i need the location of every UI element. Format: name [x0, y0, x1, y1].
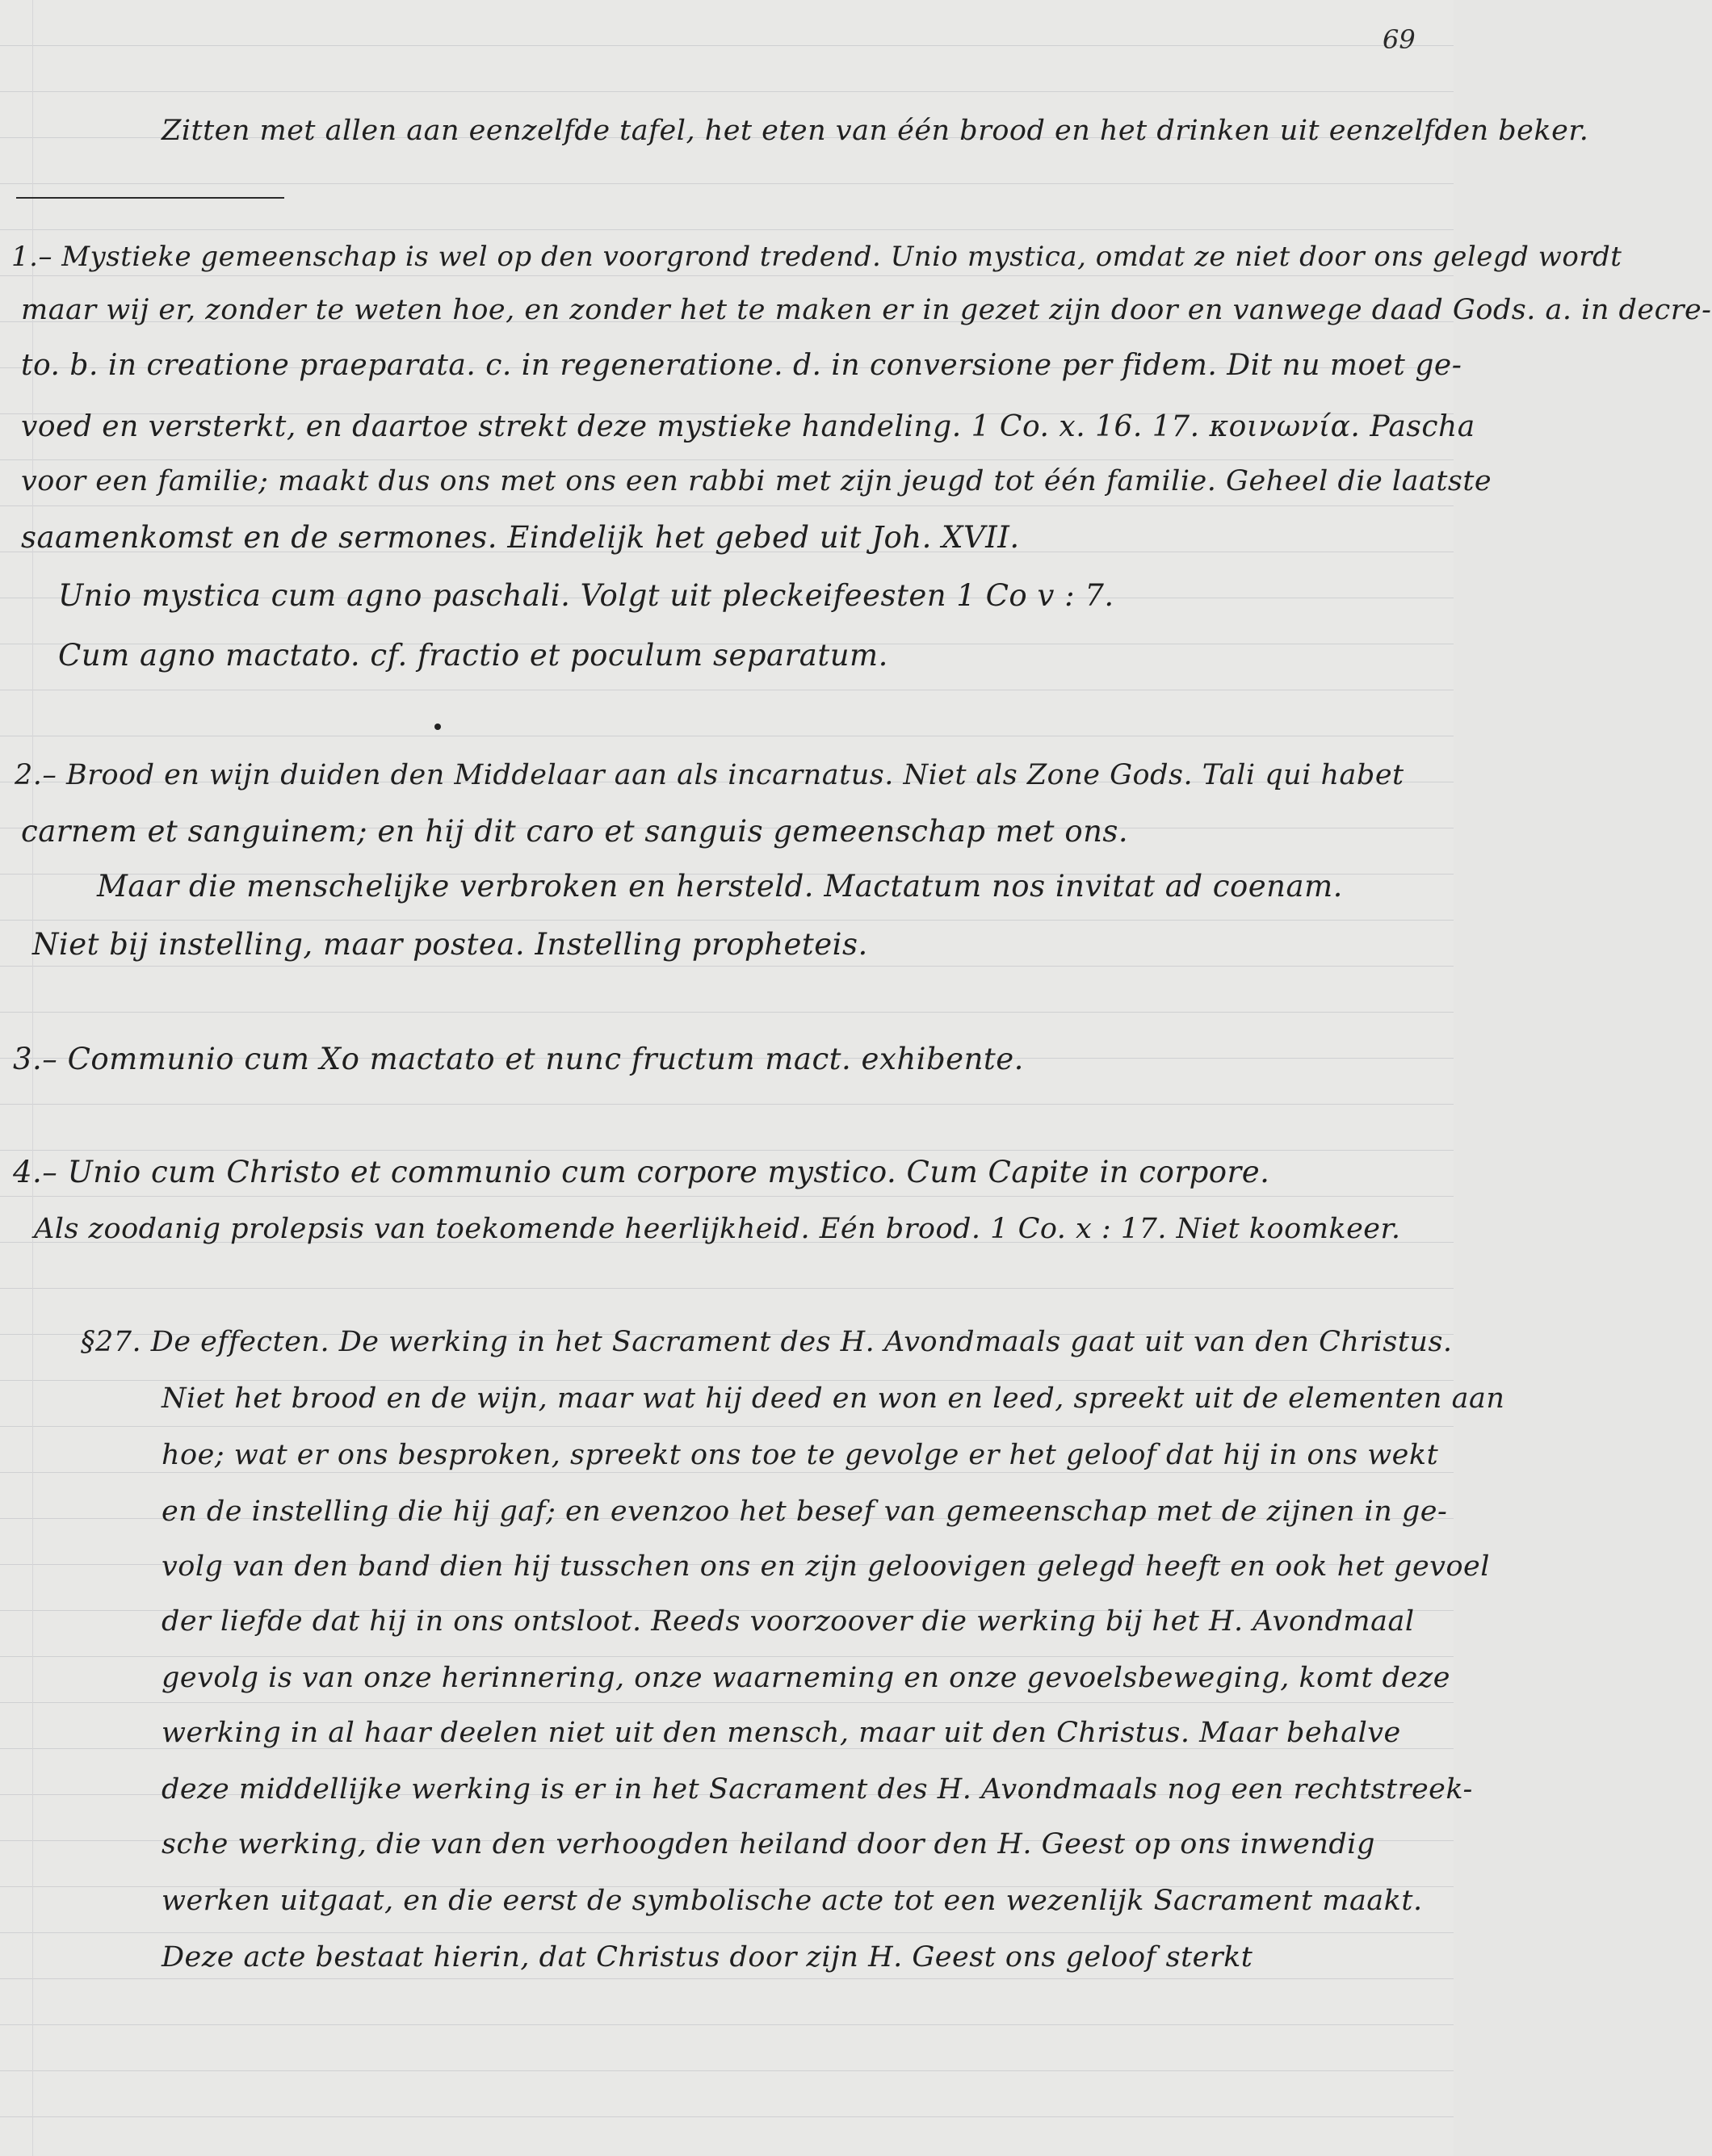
text-line: 4.– Unio cum Christo et communio cum corpore mystico. Cum Capite in corpore. [13, 1155, 1270, 1189]
text-line: saamenkomst en de sermones. Eindelijk het gebed uit Joh. XVII. [21, 520, 1020, 555]
text-line: werken uitgaat, en die eerst de symbolische acte tot een wezenlijk Sacrament maakt. [162, 1885, 1423, 1917]
text-line: 1.– Mystieke gemeenschap is wel op den voorgrond tredend. Unio mystica, omdat ze niet door ons gelegd wordt [11, 241, 1622, 273]
text-line: hoe; wat er ons besproken, spreekt ons toe te gevolge er het geloof dat hij in ons wekt [162, 1439, 1439, 1471]
text-line: Zitten met allen aan eenzelfde tafel, het eten van één brood en het drinken uit eenzelfden beker. [162, 115, 1589, 147]
page-number: 69 [1383, 24, 1416, 55]
text-line: carnem et sanguinem; en hij dit caro et sanguis gemeenschap met ons. [21, 814, 1129, 849]
text-line: maar wij er, zonder te weten hoe, en zonder het te maken er in gezet zijn door en vanwege daad Gods. a. in decre- [21, 294, 1712, 326]
text-line: Cum agno mactato. cf. fractio et poculum separatum. [58, 638, 888, 673]
text-line: Unio mystica cum agno paschali. Volgt uit pleckeifeesten 1 Co v : 7. [58, 578, 1114, 613]
text-line: 3.– Communio cum Xo mactato et nunc fructum mact. exhibente. [13, 1042, 1024, 1076]
text-line: Maar die menschelijke verbroken en hersteld. Mactatum nos invitat ad coenam. [97, 869, 1343, 904]
text-line: der liefde dat hij in ons ontsloot. Reeds voorzoover die werking bij het H. Avondmaal [162, 1605, 1415, 1638]
text-line: to. b. in creatione praeparata. c. in regeneratione. d. in conversione per fidem. Dit nu moet ge- [21, 349, 1462, 382]
text-line: voed en versterkt, en daartoe strekt deze mystieke handeling. 1 Co. x. 16. 17. κοινωνία. Pascha [21, 410, 1475, 443]
text-line: voor een familie; maakt dus ons met ons een rabbi met zijn jeugd tot één familie. Geheel die laatste [21, 465, 1492, 497]
text-line: Als zoodanig prolepsis van toekomende heerlijkheid. Eén brood. 1 Co. x : 17. Niet koomkeer. [34, 1213, 1401, 1245]
text-line: werking in al haar deelen niet uit den mensch, maar uit den Christus. Maar behalve [162, 1717, 1401, 1749]
ink-dot [434, 724, 441, 730]
text-line: §27. De effecten. De werking in het Sacrament des H. Avondmaals gaat uit van den Christus. [81, 1326, 1453, 1358]
text-line: Niet het brood en de wijn, maar wat hij deed en won en leed, spreekt uit de elementen aan [162, 1382, 1505, 1415]
text-line: volg van den band dien hij tusschen ons en zijn geloovigen gelegd heeft en ook het gevoel [162, 1550, 1490, 1583]
text-line: en de instelling die hij gaf; en evenzoo het besef van gemeenschap met de zijnen in ge- [162, 1495, 1448, 1528]
text-line: Deze acte bestaat hierin, dat Christus door zijn H. Geest ons geloof sterkt [162, 1941, 1253, 1974]
divider-rule [16, 197, 284, 199]
text-line: gevolg is van onze herinnering, onze waarneming en onze gevoelsbeweging, komt deze [162, 1662, 1450, 1694]
text-line: deze middellijke werking is er in het Sacrament des H. Avondmaals nog een rechtstreek- [162, 1773, 1473, 1806]
text-line: 2.– Brood en wijn duiden den Middelaar aan als incarnatus. Niet als Zone Gods. Tali qui habet [15, 759, 1404, 791]
text-line: Niet bij instelling, maar postea. Instelling propheteis. [32, 927, 868, 962]
text-line: sche werking, die van den verhoogden heiland door den H. Geest op ons inwendig [162, 1828, 1375, 1860]
